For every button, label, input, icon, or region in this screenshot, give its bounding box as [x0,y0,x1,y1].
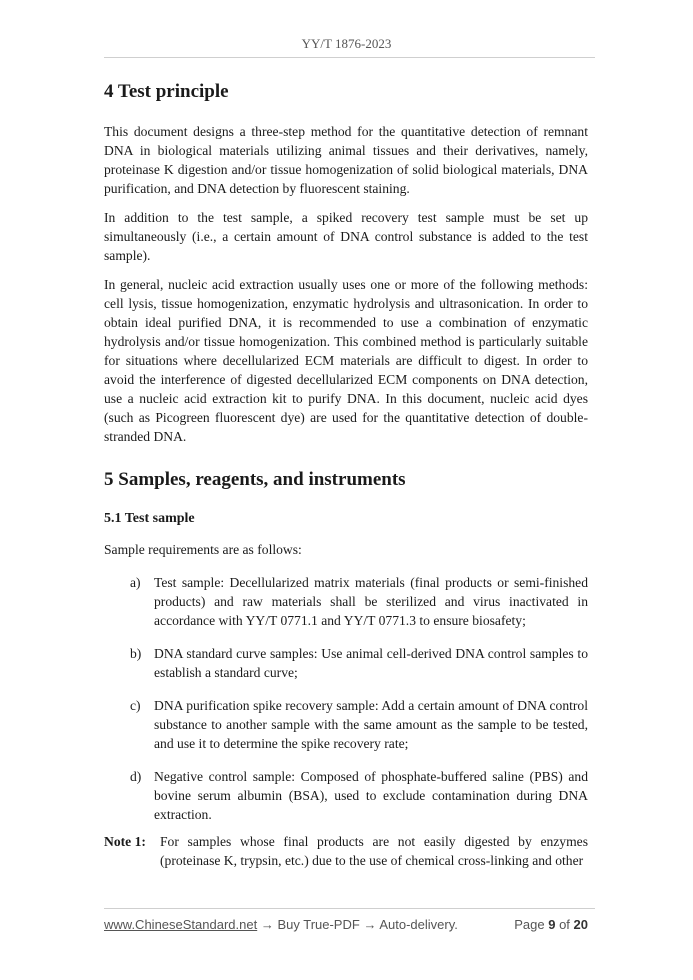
delivery-text: Auto-delivery. [379,917,458,932]
list-marker: b) [130,646,142,661]
note-1 [104,832,588,870]
page-label: Page [514,917,545,932]
section-4-paragraph-3: In general, nucleic acid extraction usually uses one or more of the following methods: cell lysis, tissue homogenization, enzymatic hydrolysis and ultrasonication. In order to obtain ideal purified DNA, it is recommended to use a combination of enzymatic hydrolysis and/or tissue homogenization. This combined method is particularly suitable for situations where decellularized ECM materials are difficult to digest. In order to avoid the interference of digested decellularized ECM components on DNA detection, use a nucleic acid extraction kit to purify DNA. In this document, nucleic acid dyes (such as Picogreen fluorescent dye) are used for the quantitative detection of double-stranded DNA. [104,277,588,444]
list-item [130,644,588,682]
header-divider [104,57,595,58]
list-item-text: Negative control sample: Composed of phosphate-buffered saline (PBS) and bovine serum albumin (BSA), used to exclude contamination during DNA extraction. [154,769,588,822]
section-4-paragraph-2: In addition to the test sample, a spiked recovery test sample must be set up simultaneously (i.e., a certain amount of DNA control substance is added to the test sample). [104,210,588,263]
section-4-heading: 4 Test principle [104,81,229,102]
arrow-icon: → [363,917,377,932]
list-marker: c) [130,698,141,713]
list-item-text: DNA purification spike recovery sample: Add a certain amount of DNA control substance to another sample with the same amount as the sample to be tested, and use it to determine the spike recovery rate; [154,698,588,751]
list-item [130,767,588,824]
note-text: For samples whose final products are not easily digested by enzymes (proteinase K, trypsin, etc.) due to the use of chemical cross-linking and other [160,834,588,868]
arrow-icon: → [260,917,274,932]
document-body [104,80,588,870]
list-item [130,573,588,630]
page-total: 20 [573,917,588,932]
standard-code: YY/T 1876-2023 [301,36,392,51]
page-current: 9 [548,917,556,932]
section-4-paragraph-1: This document designs a three-step method for the quantitative detection of remnant DNA in biological materials utilizing animal tissues and their derivatives, namely, proteinase K digestion and/or tissue homogenization of solid biological materials, DNA purification, and DNA detection by fluorescent staining. [104,124,588,196]
list-item [130,696,588,753]
list-marker: d) [130,769,142,784]
page-number [514,917,588,932]
note-label: Note 1: [104,834,146,849]
page-of: of [559,917,570,932]
page-header [0,36,693,52]
site-link[interactable]: www.ChineseStandard.net [104,917,258,932]
subsection-5-1-heading: 5.1 Test sample [104,511,195,526]
list-item-text: Test sample: Decellularized matrix materials (final products or semi-finished products) and raw materials shall be sterilized and virus inactivated in accordance with YY/T 0771.1 and YY/T 0771.3 to ensure biosafety; [154,575,588,628]
buy-text: Buy True-PDF [277,917,360,932]
section-5-heading: 5 Samples, reagents, and instruments [104,469,406,490]
subsection-5-1-intro: Sample requirements are as follows: [104,542,302,557]
list-item-text: DNA standard curve samples: Use animal cell-derived DNA control samples to establish a standard curve; [154,646,588,680]
page-footer [104,917,588,932]
footer-promo [104,917,458,932]
footer-divider [104,908,595,909]
list-marker: a) [130,575,141,590]
